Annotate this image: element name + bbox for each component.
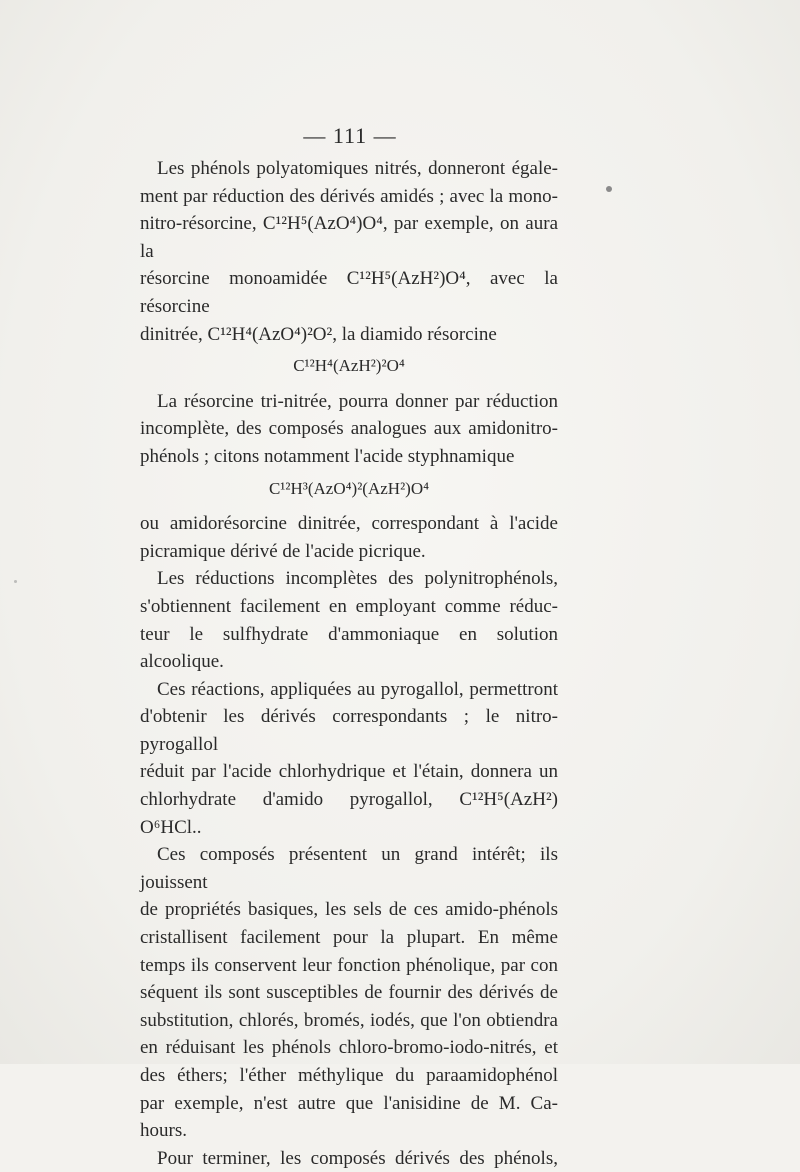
paragraph-line: s'obtiennent facilement en employant comme réduc- bbox=[140, 595, 558, 617]
page-number: — 111 — bbox=[303, 123, 397, 148]
ink-spot bbox=[14, 580, 17, 583]
paragraph-line: Pour terminer, les composés dérivés des phénols, bbox=[157, 1147, 558, 1169]
paragraph-line: de propriétés basiques, les sels de ces amido-phénols bbox=[140, 899, 558, 921]
paragraph-line: picramique dérivé de l'acide picrique. bbox=[140, 540, 426, 562]
paragraph-line: réduit par l'acide chlorhydrique et l'étain, donnera un bbox=[140, 761, 558, 783]
paragraph-line: Les phénols polyatomiques nitrés, donneront égale- bbox=[157, 158, 558, 179]
paragraph-line: Les réductions incomplètes des polynitrophénols, bbox=[157, 568, 558, 590]
paragraph-line: phénols ; citons notamment l'acide styphnamique bbox=[140, 445, 515, 467]
paragraph-line: nitro-résorcine, C¹²H⁵(AzO⁴)O⁴, par exemple, on aura la bbox=[140, 213, 558, 262]
paragraph-line: en réduisant les phénols chloro-bromo-iodo-nitrés, et bbox=[140, 1037, 558, 1059]
paragraph-line: Ces réactions, appliquées au pyrogallol, permettront bbox=[157, 678, 558, 700]
paragraph-line: Ces composés présentent un grand intérêt; ils jouissent bbox=[140, 844, 558, 893]
paragraph-line: dinitrée, C¹²H⁴(AzO⁴)²O², la diamido résorcine bbox=[140, 323, 497, 345]
body-text bbox=[140, 155, 558, 1172]
paragraph-line: hours. bbox=[140, 1120, 187, 1142]
chemical-formula: C¹²H³(AzO⁴)²(AzH²)O⁴ bbox=[268, 478, 430, 498]
paragraph-line: d'obtenir les dérivés correspondants ; le nitro-pyrogallol bbox=[140, 706, 558, 755]
paragraph-line: résorcine monoamidée C¹²H⁵(AzH²)O⁴, avec la résorcine bbox=[140, 268, 558, 317]
paragraph-line: par exemple, n'est autre que l'anisidine de M. Ca- bbox=[140, 1092, 558, 1114]
paragraph-line: La résorcine tri-nitrée, pourra donner par réduction bbox=[157, 390, 558, 412]
paragraph-line: incomplète, des composés analogues aux amidonitro- bbox=[140, 418, 558, 440]
paragraph-line: temps ils conservent leur fonction phénolique, par con bbox=[140, 954, 558, 976]
paragraph-line: substitution, chlorés, bromés, iodés, que l'on obtiendra bbox=[140, 1009, 558, 1031]
chemical-formula: C¹²H⁴(AzH²)²O⁴ bbox=[293, 356, 405, 376]
paragraph-line: ment par réduction des dérivés amidés ; avec la mono- bbox=[140, 185, 558, 207]
ink-spot bbox=[606, 186, 612, 192]
paragraph-line: cristallisent facilement pour la plupart. En même bbox=[140, 927, 558, 949]
paragraph-line: séquent ils sont susceptibles de fournir des dérivés de bbox=[140, 982, 558, 1004]
paragraph-line: chlorhydrate d'amido pyrogallol, C¹²H⁵(AzH²) O⁶HCl.. bbox=[140, 789, 558, 838]
paragraph-line: des éthers; l'éther méthylique du paraamidophénol bbox=[140, 1065, 558, 1086]
paragraph-line: teur le sulfhydrate d'ammoniaque en solution alcoolique. bbox=[140, 623, 558, 673]
paragraph-line: ou amidorésorcine dinitrée, correspondant à l'acide bbox=[140, 513, 558, 535]
